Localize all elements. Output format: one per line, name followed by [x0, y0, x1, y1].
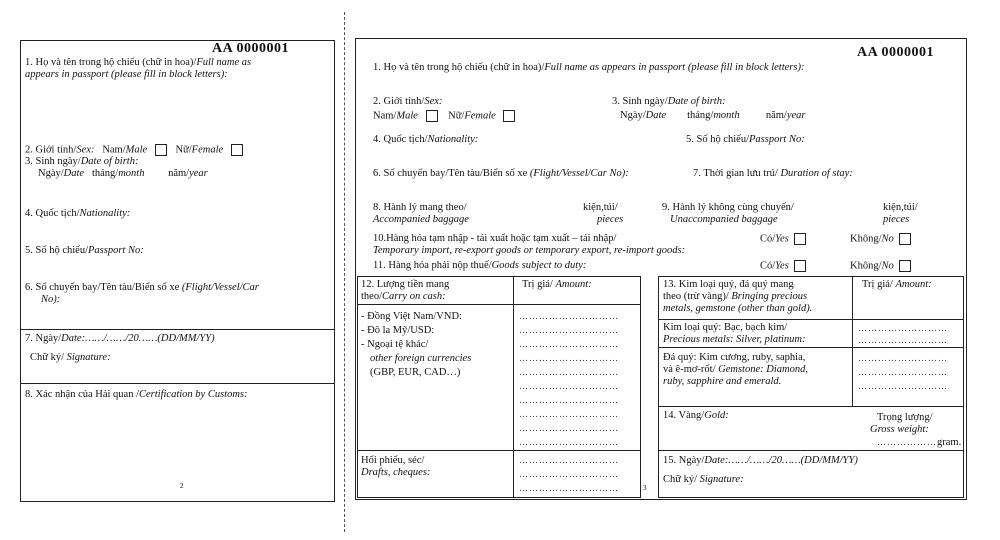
female-checkbox[interactable]: [231, 144, 243, 156]
cash-other-en: other foreign currencies: [370, 353, 472, 364]
right-field-8-unit-en: pieces: [597, 214, 624, 225]
field-11-no: Không/No: [850, 260, 911, 272]
gemstone-amount-line[interactable]: ………………………: [858, 353, 948, 363]
left-field-1-en: appears in passport (please fill in block letters):: [25, 69, 228, 80]
gold-weight-label-en: Gross weight:: [870, 424, 929, 435]
gold-weight-input[interactable]: ………………gram.: [877, 437, 962, 448]
drafts-label: Hối phiếu, séc/: [361, 455, 425, 466]
drafts-amount-line[interactable]: …………………………: [519, 483, 619, 493]
field-13-label: 13. Kim loại quý, đá quý mang: [663, 279, 794, 290]
cash-other: - Ngoại tệ khác/: [361, 339, 429, 350]
right-sex-options: Nam/Male Nữ/Female: [373, 110, 515, 122]
cash-amount-line[interactable]: …………………………: [519, 423, 619, 433]
precious-metals-label-en: Precious metals: Silver, platinum:: [663, 334, 806, 345]
cash-usd: - Đô la Mỹ/USD:: [361, 325, 435, 336]
right-field-10: 10.Hàng hóa tạm nhập - tái xuất hoặc tạm xuất – tái nhập/: [373, 233, 617, 244]
male-checkbox[interactable]: [155, 144, 167, 156]
right-field-9: 9. Hành lý không cùng chuyến/: [662, 202, 794, 213]
field-10-yes: Có/Yes: [760, 233, 806, 245]
page-fold-divider: [344, 12, 345, 532]
field-12-label: 12. Lượng tiền mang: [361, 279, 450, 290]
cash-amount-line[interactable]: …………………………: [519, 339, 619, 349]
drafts-label-en: Drafts, cheques:: [361, 467, 431, 478]
cash-vnd: - Đồng Việt Nam/VND:: [361, 311, 462, 322]
field-11-yes: Có/Yes: [760, 260, 806, 272]
field-10-yes-checkbox[interactable]: [794, 233, 806, 245]
cash-amount-line[interactable]: …………………………: [519, 395, 619, 405]
cash-amount-line[interactable]: …………………………: [519, 437, 619, 447]
cash-amount-line[interactable]: …………………………: [519, 311, 619, 321]
field-14-label: 14. Vàng/Gold:: [663, 410, 729, 421]
field-10-no-checkbox[interactable]: [899, 233, 911, 245]
right-field-1: 1. Họ và tên trong hộ chiếu (chữ in hoa)/Full name as appears in passport (please fill in block letters):: [373, 62, 805, 73]
right-female-checkbox[interactable]: [503, 110, 515, 122]
right-field-11: 11. Hàng hóa phải nộp thuế/Goods subject to duty:: [373, 260, 587, 271]
left-field-6-en: No):: [41, 294, 61, 305]
right-field-5: 5. Số hộ chiếu/Passport No:: [686, 134, 805, 145]
cash-amount-line[interactable]: …………………………: [519, 325, 619, 335]
cash-amount-header: Trị giá/ Amount:: [522, 279, 592, 290]
metals-amount-line[interactable]: ………………………: [858, 323, 948, 333]
right-male-checkbox[interactable]: [426, 110, 438, 122]
cash-amount-line[interactable]: …………………………: [519, 353, 619, 363]
field-13-label-3: metals, gemstone (other than gold).: [663, 303, 813, 314]
right-field-6: 6. Số chuyến bay/Tên tàu/Biển số xe (Flight/Vessel/Car No):: [373, 168, 629, 179]
gemstone-label-2: và ê-mơ-rốt/ Gemstone: Diamond,: [663, 364, 808, 375]
left-signature: Chữ ký/ Signature:: [30, 352, 111, 363]
cash-amount-line[interactable]: …………………………: [519, 381, 619, 391]
gemstone-label: Đá quý: Kim cương, ruby, saphia,: [663, 352, 806, 363]
left-field-8: 8. Xác nhận của Hải quan /Certification by Customs:: [25, 389, 248, 400]
left-field-7: 7. Ngày/Date:……/……/20……(DD/MM/YY): [25, 333, 215, 344]
left-dob-labels: Ngày/Date tháng/month năm/year: [38, 168, 208, 179]
drafts-amount-line[interactable]: …………………………: [519, 455, 619, 465]
right-field-8-en: Accompanied baggage: [373, 214, 469, 225]
right-field-3: 3. Sinh ngày/Date of birth:: [612, 96, 726, 107]
right-field-7: 7. Thời gian lưu trú/ Duration of stay:: [693, 168, 853, 179]
right-field-4: 4. Quốc tịch/Nationality:: [373, 134, 479, 145]
right-serial-number: AA 0000001: [857, 45, 934, 60]
right-field-2: 2. Giới tính/Sex:: [373, 96, 443, 107]
field-11-yes-checkbox[interactable]: [794, 260, 806, 272]
cash-other-examples: (GBP, EUR, CAD…): [370, 367, 461, 378]
drafts-amount-line[interactable]: …………………………: [519, 469, 619, 479]
right-field-15: 15. Ngày/Date:……/……/20……(DD/MM/YY): [663, 455, 858, 466]
gemstone-amount-line[interactable]: ………………………: [858, 381, 948, 391]
metals-amount-line[interactable]: ………………………: [858, 335, 948, 345]
right-field-9-unit: kiện,túi/: [883, 202, 918, 213]
field-11-no-checkbox[interactable]: [899, 260, 911, 272]
left-field-5: 5. Số hộ chiếu/Passport No:: [25, 245, 144, 256]
right-field-9-unit-en: pieces: [883, 214, 910, 225]
left-serial-number: AA 0000001: [212, 41, 289, 56]
field-10-no: Không/No: [850, 233, 911, 245]
right-field-8-unit: kiện,túi/: [583, 202, 618, 213]
right-field-8: 8. Hành lý mang theo/: [373, 202, 467, 213]
right-page-number: 3: [643, 484, 647, 492]
gold-weight-label: Trọng lượng/: [877, 412, 933, 423]
cash-amount-line[interactable]: …………………………: [519, 367, 619, 377]
left-field-2: 2. Giới tính/Sex: Nam/Male Nữ/Female: [25, 144, 243, 156]
precious-amount-header: Trị giá/ Amount:: [862, 279, 932, 290]
right-signature: Chữ ký/ Signature:: [663, 474, 744, 485]
precious-metals-label: Kim loại quý: Bạc, bạch kim/: [663, 322, 788, 333]
left-page-number: 2: [180, 482, 184, 490]
left-form-panel: [20, 40, 335, 502]
right-field-10-en: Temporary import, re-export goods or temporary export, re-import goods:: [373, 245, 686, 256]
right-dob-labels: Ngày/Date tháng/month năm/year: [620, 110, 806, 121]
field-13-label-2: theo (trừ vàng)/ Bringing precious: [663, 291, 808, 302]
left-field-1: 1. Họ và tên trong hộ chiếu (chữ in hoa)/Full name as: [25, 57, 252, 68]
left-field-4: 4. Quốc tịch/Nationality:: [25, 208, 131, 219]
left-field-3: 3. Sinh ngày/Date of birth:: [25, 156, 139, 167]
gemstone-label-3: ruby, sapphire and emerald.: [663, 376, 782, 387]
gemstone-amount-line[interactable]: ………………………: [858, 367, 948, 377]
field-12-label-2: theo/Carry on cash:: [361, 291, 446, 302]
left-field-6: 6. Số chuyến bay/Tên tàu/Biển số xe (Flight/Vessel/Car: [25, 282, 259, 293]
cash-amount-line[interactable]: …………………………: [519, 409, 619, 419]
right-field-9-en: Unaccompanied baggage: [670, 214, 778, 225]
